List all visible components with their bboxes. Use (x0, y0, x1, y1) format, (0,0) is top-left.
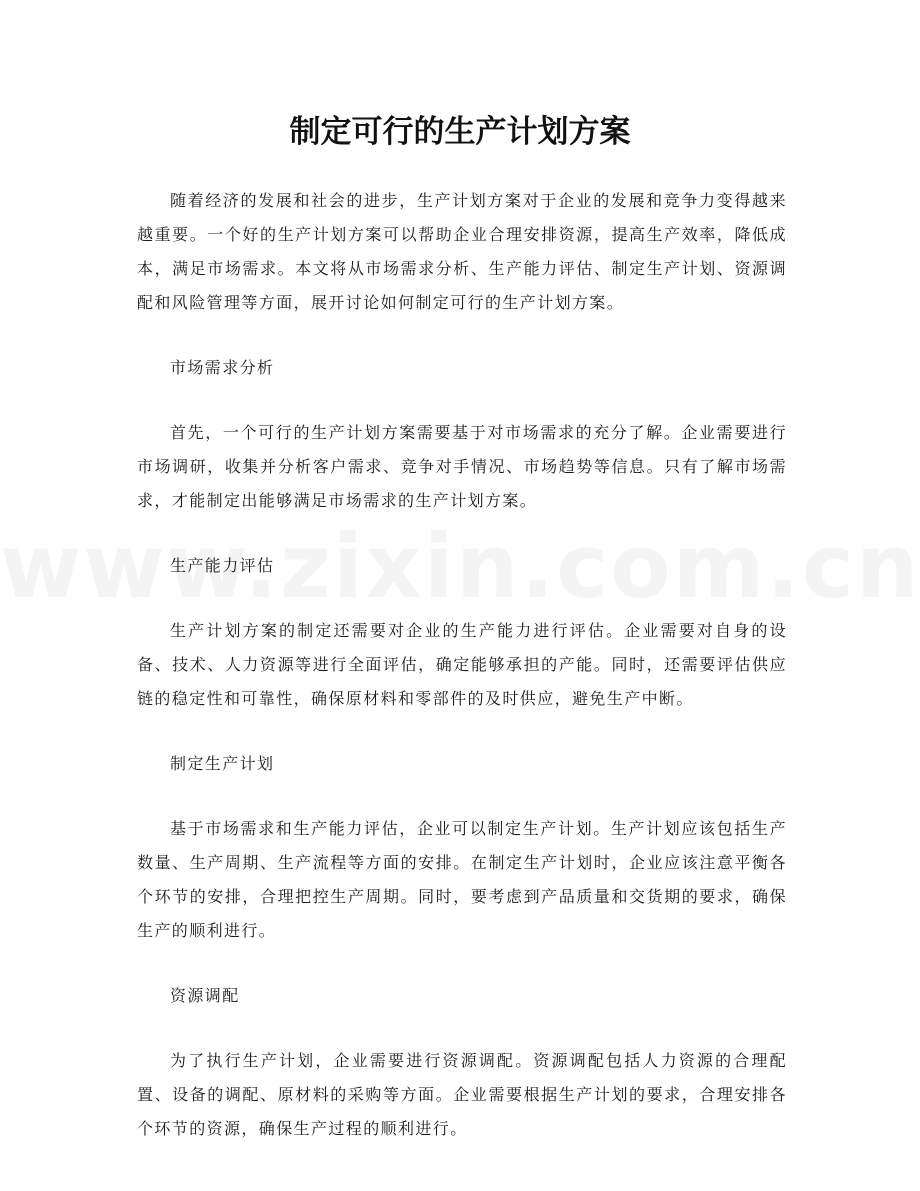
market-demand-paragraph: 首先，一个可行的生产计划方案需要基于对市场需求的充分了解。企业需要进行市场调研，收集并分析客户需求、竞争对手情况、市场趋势等信息。只有了解市场需求，才能制定出能够满足市场需求的生产计划方案。 (137, 423, 787, 510)
section-heading-market-demand: 市场需求分析 (170, 358, 275, 377)
resource-allocation-paragraph: 为了执行生产计划，企业需要进行资源调配。资源调配包括人力资源的合理配置、设备的调配、原材料的采购等方面。企业需要根据生产计划的要求，合理安排各个环节的资源，确保生产过程的顺利进行。 (137, 1051, 787, 1138)
document-title: 制定可行的生产计划方案 (289, 114, 631, 150)
intro-paragraph: 随着经济的发展和社会的进步，生产计划方案对于企业的发展和竞争力变得越来越重要。一个好的生产计划方案可以帮助企业合理安排资源，提高生产效率，降低成本，满足市场需求。本文将从市场需求分析、生产能力评估、制定生产计划、资源调配和风险管理等方面，展开讨论如何制定可行的生产计划方案。 (137, 191, 787, 312)
production-plan-paragraph: 基于市场需求和生产能力评估，企业可以制定生产计划。生产计划应该包括生产数量、生产周期、生产流程等方面的安排。在制定生产计划时，企业应该注意平衡各个环节的安排，合理把控生产周期。同时，要考虑到产品质量和交货期的要求，确保生产的顺利进行。 (137, 819, 787, 940)
capacity-paragraph: 生产计划方案的制定还需要对企业的生产能力进行评估。企业需要对自身的设备、技术、人力资源等进行全面评估，确定能够承担的产能。同时，还需要评估供应链的稳定性和可靠性，确保原材料和零部件的及时供应，避免生产中断。 (137, 621, 787, 708)
document-body (137, 184, 787, 1177)
section-heading-production-plan: 制定生产计划 (170, 754, 275, 773)
section-heading-resource-allocation: 资源调配 (170, 986, 240, 1005)
section-heading-capacity: 生产能力评估 (170, 556, 275, 575)
